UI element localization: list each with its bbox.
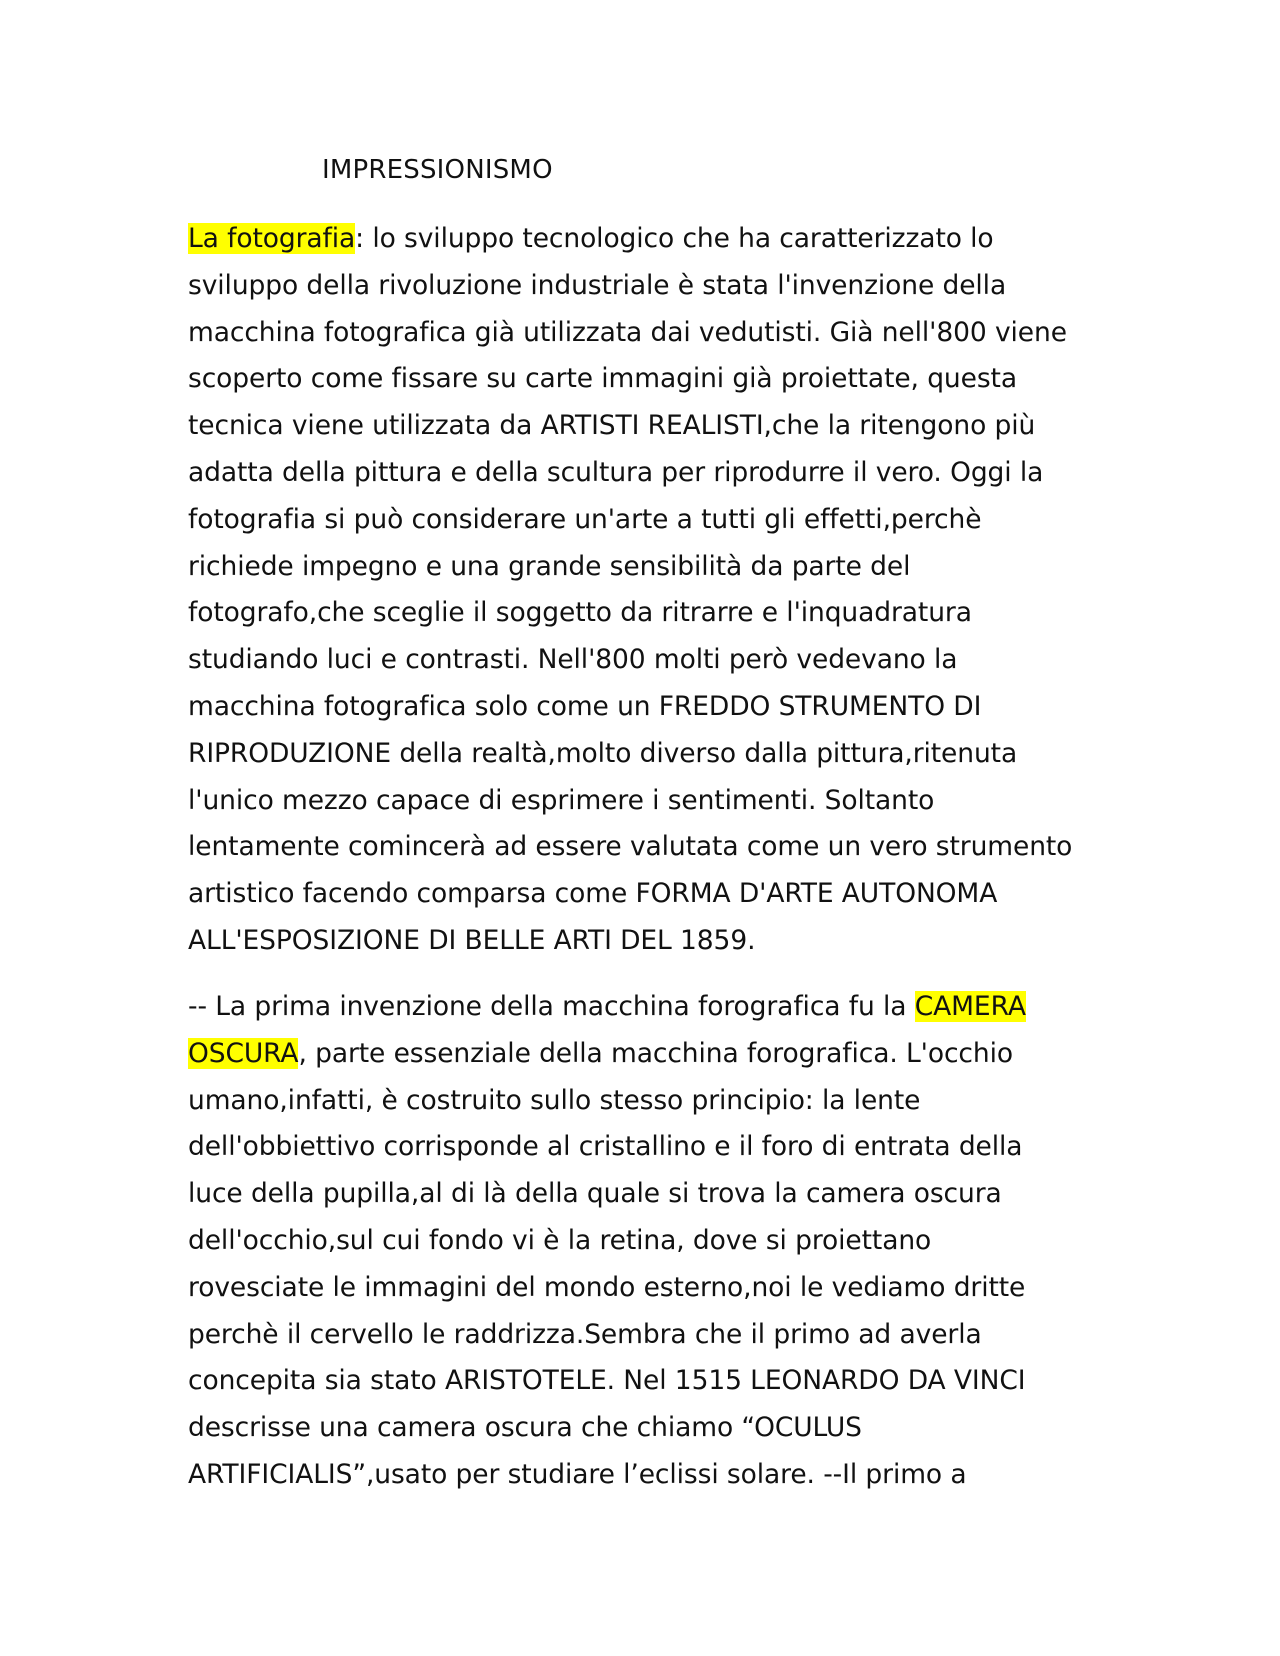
text-line: artistico facendo comparsa come FORMA D'ARTE AUTONOMA [188, 878, 998, 910]
paragraph-camera-oscura [188, 984, 1108, 1499]
text-line: adatta della pittura e della scultura per riprodurre il vero. Oggi la [188, 456, 1044, 488]
text-line: fotografia si può considerare un'arte a tutti gli effetti,perchè [188, 503, 982, 535]
line-text: -- La prima invenzione della macchina forografica fu la [188, 991, 915, 1022]
text-line: umano,infatti, è costruito sullo stesso principio: la lente [188, 1084, 921, 1116]
text-line: lentamente comincerà ad essere valutata come un vero strumento [188, 831, 1073, 863]
highlighted-text: La fotografia [188, 223, 356, 254]
document-title: IMPRESSIONISMO [322, 155, 553, 185]
text-line: ALL'ESPOSIZIONE DI BELLE ARTI DEL 1859. [188, 924, 756, 956]
text-line: studiando luci e contrasti. Nell'800 molti però vedevano la [188, 644, 958, 676]
line-text: , parte essenziale della macchina forografica. L'occhio [298, 1037, 1013, 1069]
text-line: ARTIFICIALIS”,usato per studiare l’eclissi solare. --Il primo a [188, 1458, 967, 1490]
text-line: macchina fotografica solo come un FREDDO STRUMENTO DI [188, 690, 982, 722]
text-line: dell'occhio,sul cui fondo vi è la retina, dove si proiettano [188, 1224, 932, 1256]
line-text: : lo sviluppo tecnologico che ha caratterizzato lo [355, 223, 994, 254]
text-line [188, 216, 1108, 263]
text-line [188, 1031, 1108, 1078]
text-line: rovesciate le immagini del mondo esterno,noi le vediamo dritte [188, 1271, 1026, 1303]
paragraph-fotografia [188, 216, 1108, 965]
text-line: RIPRODUZIONE della realtà,molto diverso dalla pittura,ritenuta [188, 737, 1018, 769]
text-line: dell'obbiettivo corrisponde al cristallino e il foro di entrata della [188, 1131, 1023, 1163]
text-line: scoperto come fissare su carte immagini già proiettate, questa [188, 363, 1017, 395]
text-line: luce della pupilla,al di là della quale si trova la camera oscura [188, 1178, 1002, 1210]
text-line: concepita sia stato ARISTOTELE. Nel 1515 LEONARDO DA VINCI [188, 1365, 1026, 1397]
text-line: tecnica viene utilizzata da ARTISTI REALISTI,che la ritengono più [188, 410, 1036, 442]
text-line: sviluppo della rivoluzione industriale è stata l'invenzione della [188, 269, 1007, 301]
text-line: l'unico mezzo capace di esprimere i sentimenti. Soltanto [188, 784, 935, 816]
text-line: macchina fotografica già utilizzata dai vedutisti. Già nell'800 viene [188, 316, 1067, 348]
text-line: fotografo,che sceglie il soggetto da ritrarre e l'inquadratura [188, 597, 972, 629]
highlighted-text: OSCURA [188, 1037, 299, 1069]
text-line: richiede impegno e una grande sensibilità da parte del [188, 550, 911, 582]
text-line: descrisse una camera oscura che chiamo “OCULUS [188, 1412, 862, 1444]
text-line: perchè il cervello le raddrizza.Sembra che il primo ad averla [188, 1318, 982, 1350]
text-line [188, 984, 1108, 1031]
highlighted-text: CAMERA [914, 991, 1026, 1022]
